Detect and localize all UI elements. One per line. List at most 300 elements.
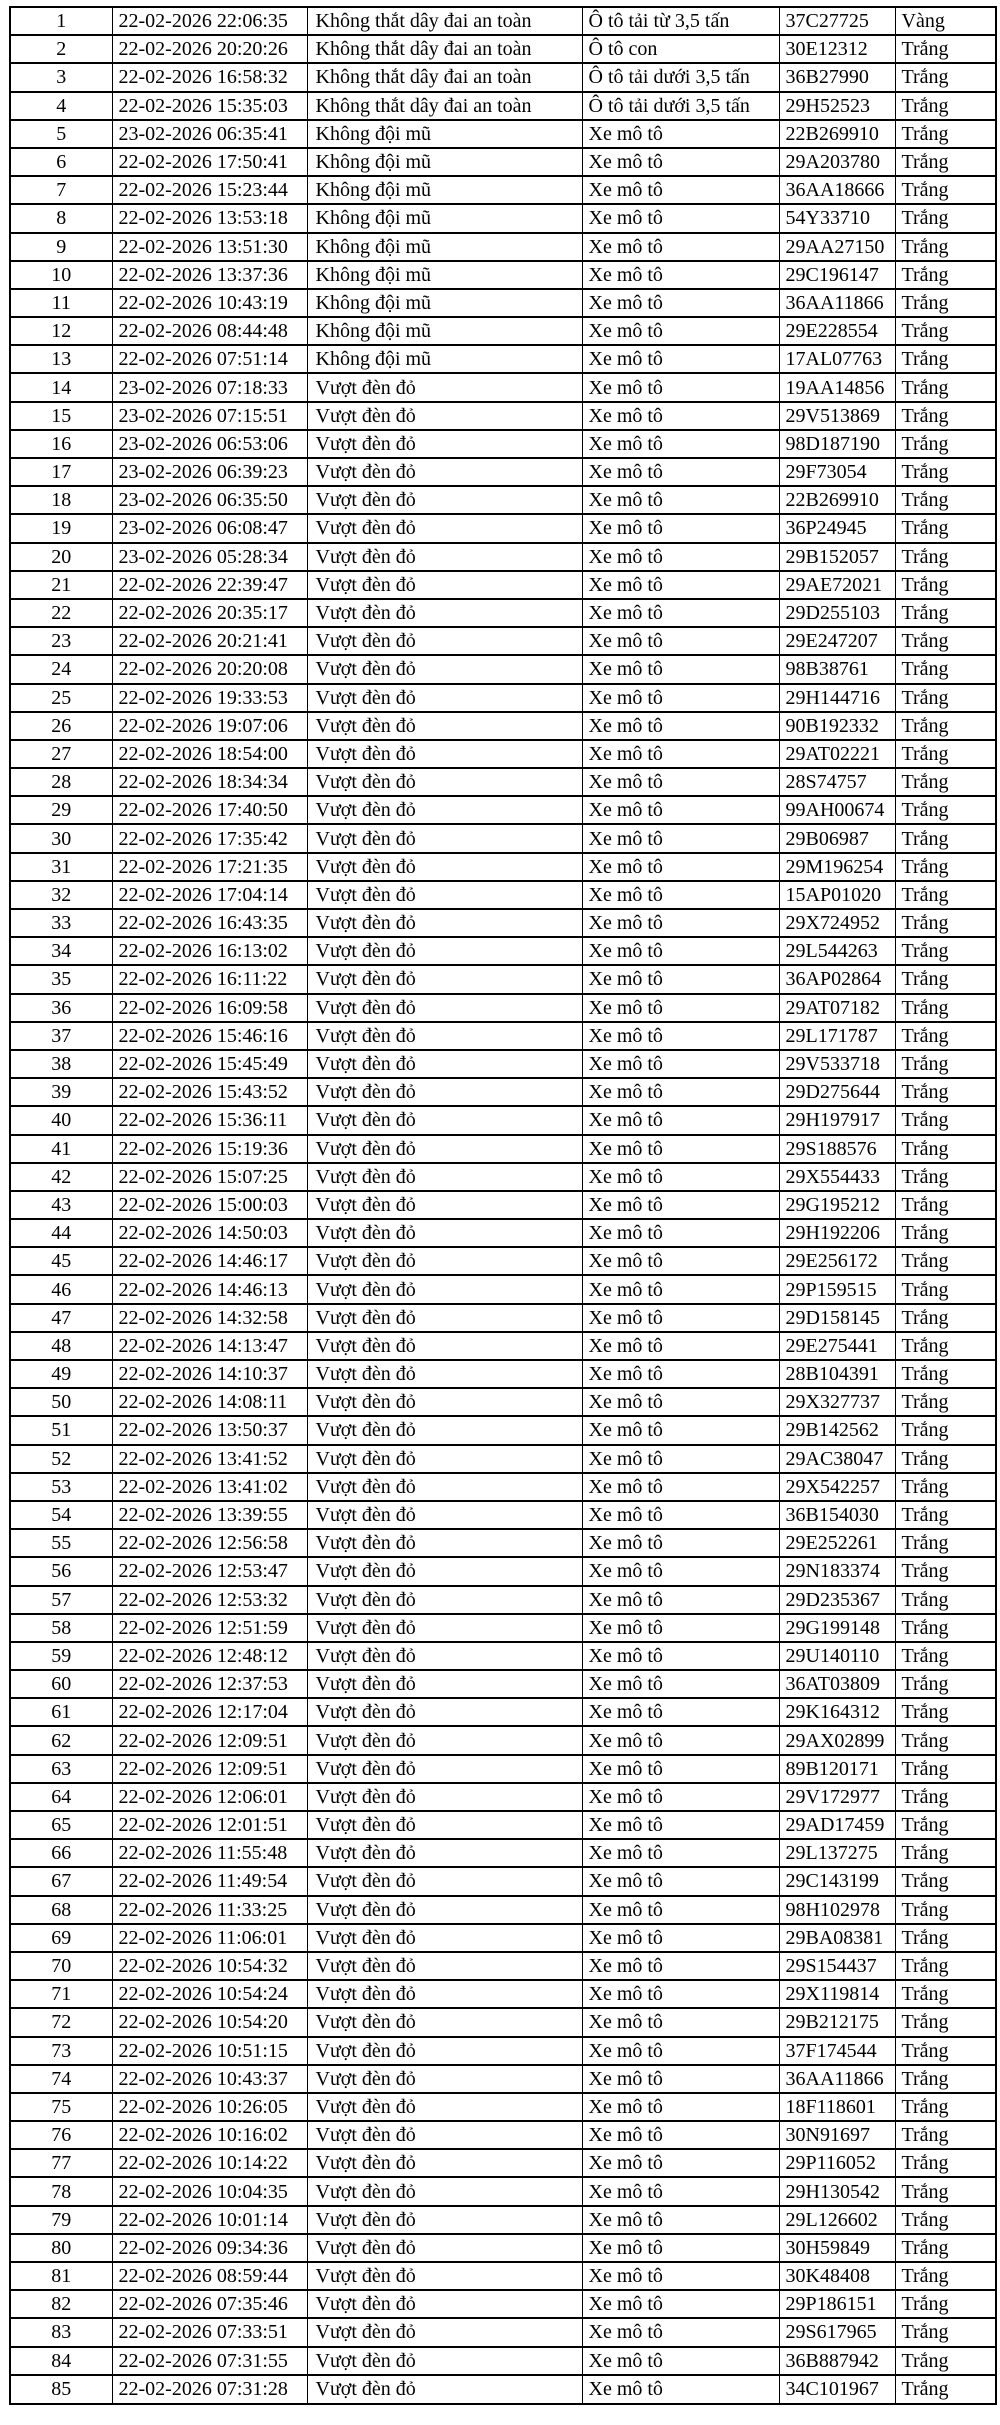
vehicle-type-cell: Xe mô tô	[582, 1811, 779, 1839]
violation-time-cell: 22-02-2026 17:04:14	[112, 881, 307, 909]
row-number-cell: 76	[10, 2121, 112, 2149]
row-number-cell: 82	[10, 2290, 112, 2318]
violation-time-cell: 22-02-2026 13:41:52	[112, 1445, 307, 1473]
violation-type-cell: Vượt đèn đỏ	[307, 543, 582, 571]
table-row	[10, 1388, 996, 1416]
table-row	[10, 63, 996, 91]
table-row	[10, 684, 996, 712]
violation-time-cell: 22-02-2026 12:09:51	[112, 1755, 307, 1783]
vehicle-type-cell: Xe mô tô	[582, 345, 779, 373]
vehicle-type-cell: Xe mô tô	[582, 176, 779, 204]
vehicle-color-cell: Trắng	[895, 909, 996, 937]
table-row	[10, 2290, 996, 2318]
row-number-cell: 6	[10, 148, 112, 176]
vehicle-color-cell: Trắng	[895, 2149, 996, 2177]
violation-time-cell: 22-02-2026 17:35:42	[112, 824, 307, 852]
violation-time-cell: 22-02-2026 20:20:26	[112, 35, 307, 63]
violation-time-cell: 22-02-2026 18:54:00	[112, 740, 307, 768]
table-row	[10, 345, 996, 373]
license-plate-cell: 29BA08381	[779, 1924, 895, 1952]
row-number-cell: 60	[10, 1670, 112, 1698]
table-row	[10, 514, 996, 542]
license-plate-cell: 29B06987	[779, 824, 895, 852]
table-row	[10, 176, 996, 204]
license-plate-cell: 29D158145	[779, 1304, 895, 1332]
violation-type-cell: Không đội mũ	[307, 345, 582, 373]
vehicle-color-cell: Trắng	[895, 2347, 996, 2375]
vehicle-color-cell: Trắng	[895, 1755, 996, 1783]
row-number-cell: 29	[10, 796, 112, 824]
table-row	[10, 1614, 996, 1642]
table-row	[10, 1135, 996, 1163]
row-number-cell: 10	[10, 261, 112, 289]
violation-type-cell: Vượt đèn đỏ	[307, 712, 582, 740]
table-row	[10, 1642, 996, 1670]
license-plate-cell: 17AL07763	[779, 345, 895, 373]
violation-type-cell: Vượt đèn đỏ	[307, 1670, 582, 1698]
vehicle-color-cell: Trắng	[895, 712, 996, 740]
violation-type-cell: Không đội mũ	[307, 148, 582, 176]
vehicle-color-cell: Trắng	[895, 261, 996, 289]
vehicle-type-cell: Xe mô tô	[582, 627, 779, 655]
violation-type-cell: Vượt đèn đỏ	[307, 2290, 582, 2318]
violation-type-cell: Vượt đèn đỏ	[307, 1416, 582, 1444]
table-row	[10, 1050, 996, 1078]
license-plate-cell: 29X554433	[779, 1163, 895, 1191]
violation-type-cell: Vượt đèn đỏ	[307, 2262, 582, 2290]
violation-type-cell: Vượt đèn đỏ	[307, 1445, 582, 1473]
vehicle-color-cell: Trắng	[895, 768, 996, 796]
vehicle-color-cell: Trắng	[895, 1529, 996, 1557]
license-plate-cell: 30N91697	[779, 2121, 895, 2149]
violation-type-cell: Vượt đèn đỏ	[307, 1135, 582, 1163]
row-number-cell: 25	[10, 684, 112, 712]
vehicle-type-cell: Xe mô tô	[582, 1078, 779, 1106]
violation-type-cell: Vượt đèn đỏ	[307, 1360, 582, 1388]
violation-time-cell: 22-02-2026 10:16:02	[112, 2121, 307, 2149]
vehicle-type-cell: Xe mô tô	[582, 1163, 779, 1191]
row-number-cell: 50	[10, 1388, 112, 1416]
license-plate-cell: 29C143199	[779, 1867, 895, 1895]
violation-type-cell: Vượt đèn đỏ	[307, 1642, 582, 1670]
table-row	[10, 1980, 996, 2008]
license-plate-cell: 29A203780	[779, 148, 895, 176]
license-plate-cell: 28B104391	[779, 1360, 895, 1388]
row-number-cell: 20	[10, 543, 112, 571]
license-plate-cell: 29V172977	[779, 1783, 895, 1811]
vehicle-type-cell: Xe mô tô	[582, 1416, 779, 1444]
vehicle-color-cell: Trắng	[895, 1304, 996, 1332]
vehicle-type-cell: Xe mô tô	[582, 571, 779, 599]
violation-time-cell: 22-02-2026 19:33:53	[112, 684, 307, 712]
violation-type-cell: Vượt đèn đỏ	[307, 1726, 582, 1754]
vehicle-type-cell: Xe mô tô	[582, 1557, 779, 1585]
license-plate-cell: 29L137275	[779, 1839, 895, 1867]
license-plate-cell: 29AA27150	[779, 233, 895, 261]
table-row	[10, 1557, 996, 1585]
row-number-cell: 15	[10, 402, 112, 430]
table-row	[10, 1755, 996, 1783]
violation-time-cell: 22-02-2026 14:50:03	[112, 1219, 307, 1247]
license-plate-cell: 29AT02221	[779, 740, 895, 768]
vehicle-type-cell: Xe mô tô	[582, 2121, 779, 2149]
violation-type-cell: Vượt đèn đỏ	[307, 2149, 582, 2177]
vehicle-color-cell: Trắng	[895, 148, 996, 176]
row-number-cell: 66	[10, 1839, 112, 1867]
violation-type-cell: Vượt đèn đỏ	[307, 1924, 582, 1952]
table-row	[10, 261, 996, 289]
row-number-cell: 40	[10, 1106, 112, 1134]
violation-time-cell: 22-02-2026 10:51:15	[112, 2037, 307, 2065]
vehicle-type-cell: Xe mô tô	[582, 2347, 779, 2375]
row-number-cell: 33	[10, 909, 112, 937]
table-row	[10, 853, 996, 881]
table-row	[10, 1416, 996, 1444]
row-number-cell: 32	[10, 881, 112, 909]
license-plate-cell: 29S617965	[779, 2318, 895, 2346]
vehicle-color-cell: Trắng	[895, 684, 996, 712]
license-plate-cell: 29AT07182	[779, 994, 895, 1022]
table-row	[10, 1473, 996, 1501]
license-plate-cell: 29AX02899	[779, 1726, 895, 1754]
license-plate-cell: 29P186151	[779, 2290, 895, 2318]
violation-type-cell: Vượt đèn đỏ	[307, 853, 582, 881]
table-row	[10, 1529, 996, 1557]
table-row	[10, 796, 996, 824]
vehicle-color-cell: Trắng	[895, 486, 996, 514]
vehicle-type-cell: Xe mô tô	[582, 430, 779, 458]
violation-type-cell: Vượt đèn đỏ	[307, 1557, 582, 1585]
vehicle-type-cell: Xe mô tô	[582, 1867, 779, 1895]
row-number-cell: 75	[10, 2093, 112, 2121]
violation-time-cell: 22-02-2026 14:46:13	[112, 1275, 307, 1303]
table-row	[10, 1247, 996, 1275]
violation-type-cell: Không đội mũ	[307, 204, 582, 232]
violation-type-cell: Vượt đèn đỏ	[307, 1050, 582, 1078]
vehicle-color-cell: Trắng	[895, 1219, 996, 1247]
license-plate-cell: 22B269910	[779, 120, 895, 148]
vehicle-color-cell: Trắng	[895, 1135, 996, 1163]
vehicle-type-cell: Ô tô tải từ 3,5 tấn	[582, 7, 779, 35]
row-number-cell: 56	[10, 1557, 112, 1585]
violation-time-cell: 22-02-2026 15:46:16	[112, 1022, 307, 1050]
violation-time-cell: 22-02-2026 12:51:59	[112, 1614, 307, 1642]
license-plate-cell: 30E12312	[779, 35, 895, 63]
vehicle-type-cell: Xe mô tô	[582, 1022, 779, 1050]
vehicle-type-cell: Xe mô tô	[582, 2375, 779, 2404]
row-number-cell: 69	[10, 1924, 112, 1952]
vehicle-type-cell: Xe mô tô	[582, 1473, 779, 1501]
vehicle-type-cell: Xe mô tô	[582, 2234, 779, 2262]
vehicle-type-cell: Xe mô tô	[582, 684, 779, 712]
license-plate-cell: 28S74757	[779, 768, 895, 796]
table-row	[10, 1896, 996, 1924]
table-row	[10, 1924, 996, 1952]
license-plate-cell: 30K48408	[779, 2262, 895, 2290]
violation-time-cell: 22-02-2026 14:46:17	[112, 1247, 307, 1275]
table-row	[10, 35, 996, 63]
violation-type-cell: Vượt đèn đỏ	[307, 571, 582, 599]
violation-time-cell: 22-02-2026 07:35:46	[112, 2290, 307, 2318]
row-number-cell: 81	[10, 2262, 112, 2290]
violation-type-cell: Vượt đèn đỏ	[307, 768, 582, 796]
vehicle-type-cell: Xe mô tô	[582, 2037, 779, 2065]
row-number-cell: 84	[10, 2347, 112, 2375]
vehicle-color-cell: Trắng	[895, 853, 996, 881]
violation-time-cell: 22-02-2026 12:01:51	[112, 1811, 307, 1839]
license-plate-cell: 19AA14856	[779, 373, 895, 401]
violation-type-cell: Vượt đèn đỏ	[307, 881, 582, 909]
violation-time-cell: 22-02-2026 16:09:58	[112, 994, 307, 1022]
violation-time-cell: 22-02-2026 10:04:35	[112, 2177, 307, 2205]
vehicle-type-cell: Xe mô tô	[582, 1980, 779, 2008]
violation-type-cell: Vượt đèn đỏ	[307, 1811, 582, 1839]
vehicle-color-cell: Trắng	[895, 430, 996, 458]
row-number-cell: 44	[10, 1219, 112, 1247]
row-number-cell: 68	[10, 1896, 112, 1924]
violation-type-cell: Vượt đèn đỏ	[307, 373, 582, 401]
vehicle-color-cell: Trắng	[895, 1726, 996, 1754]
vehicle-type-cell: Xe mô tô	[582, 1050, 779, 1078]
table-row	[10, 2149, 996, 2177]
license-plate-cell: 29H192206	[779, 1219, 895, 1247]
row-number-cell: 57	[10, 1586, 112, 1614]
violation-type-cell: Không đội mũ	[307, 317, 582, 345]
row-number-cell: 12	[10, 317, 112, 345]
license-plate-cell: 29F73054	[779, 458, 895, 486]
violation-time-cell: 23-02-2026 07:18:33	[112, 373, 307, 401]
violation-type-cell: Vượt đèn đỏ	[307, 430, 582, 458]
vehicle-type-cell: Xe mô tô	[582, 204, 779, 232]
violation-time-cell: 22-02-2026 10:14:22	[112, 2149, 307, 2177]
violation-time-cell: 22-02-2026 12:17:04	[112, 1698, 307, 1726]
license-plate-cell: 29V533718	[779, 1050, 895, 1078]
vehicle-type-cell: Xe mô tô	[582, 1698, 779, 1726]
violation-type-cell: Vượt đèn đỏ	[307, 1867, 582, 1895]
table-row	[10, 2093, 996, 2121]
vehicle-color-cell: Trắng	[895, 2290, 996, 2318]
table-row	[10, 204, 996, 232]
row-number-cell: 47	[10, 1304, 112, 1332]
table-row	[10, 402, 996, 430]
violation-time-cell: 22-02-2026 18:34:34	[112, 768, 307, 796]
row-number-cell: 54	[10, 1501, 112, 1529]
violation-type-cell: Vượt đèn đỏ	[307, 965, 582, 993]
table-row	[10, 543, 996, 571]
violation-type-cell: Vượt đèn đỏ	[307, 2318, 582, 2346]
row-number-cell: 24	[10, 655, 112, 683]
violation-type-cell: Vượt đèn đỏ	[307, 1022, 582, 1050]
vehicle-type-cell: Xe mô tô	[582, 373, 779, 401]
row-number-cell: 46	[10, 1275, 112, 1303]
vehicle-color-cell: Trắng	[895, 627, 996, 655]
vehicle-type-cell: Xe mô tô	[582, 514, 779, 542]
vehicle-type-cell: Xe mô tô	[582, 1670, 779, 1698]
vehicle-color-cell: Trắng	[895, 1811, 996, 1839]
row-number-cell: 7	[10, 176, 112, 204]
violation-time-cell: 23-02-2026 06:35:50	[112, 486, 307, 514]
table-row	[10, 712, 996, 740]
row-number-cell: 37	[10, 1022, 112, 1050]
table-row	[10, 1726, 996, 1754]
vehicle-type-cell: Xe mô tô	[582, 1839, 779, 1867]
license-plate-cell: 36B27990	[779, 63, 895, 91]
vehicle-color-cell: Trắng	[895, 458, 996, 486]
violation-time-cell: 22-02-2026 14:10:37	[112, 1360, 307, 1388]
table-row	[10, 1163, 996, 1191]
violation-type-cell: Vượt đèn đỏ	[307, 1952, 582, 1980]
violation-type-cell: Vượt đèn đỏ	[307, 1896, 582, 1924]
violation-time-cell: 22-02-2026 17:50:41	[112, 148, 307, 176]
vehicle-type-cell: Xe mô tô	[582, 1388, 779, 1416]
vehicle-type-cell: Xe mô tô	[582, 317, 779, 345]
row-number-cell: 65	[10, 1811, 112, 1839]
row-number-cell: 83	[10, 2318, 112, 2346]
license-plate-cell: 29L171787	[779, 1022, 895, 1050]
violation-type-cell: Vượt đèn đỏ	[307, 458, 582, 486]
license-plate-cell: 29H197917	[779, 1106, 895, 1134]
license-plate-cell: 29S188576	[779, 1135, 895, 1163]
violation-type-cell: Vượt đèn đỏ	[307, 937, 582, 965]
vehicle-color-cell: Trắng	[895, 937, 996, 965]
license-plate-cell: 29C196147	[779, 261, 895, 289]
vehicle-color-cell: Trắng	[895, 204, 996, 232]
license-plate-cell: 29B152057	[779, 543, 895, 571]
violation-type-cell: Vượt đèn đỏ	[307, 684, 582, 712]
vehicle-color-cell: Trắng	[895, 120, 996, 148]
vehicle-type-cell: Xe mô tô	[582, 543, 779, 571]
violation-time-cell: 22-02-2026 15:00:03	[112, 1191, 307, 1219]
row-number-cell: 48	[10, 1332, 112, 1360]
violation-time-cell: 22-02-2026 12:06:01	[112, 1783, 307, 1811]
vehicle-color-cell: Trắng	[895, 1557, 996, 1585]
table-row	[10, 1106, 996, 1134]
license-plate-cell: 29X119814	[779, 1980, 895, 2008]
violation-type-cell: Vượt đèn đỏ	[307, 1332, 582, 1360]
violation-type-cell: Vượt đèn đỏ	[307, 2121, 582, 2149]
table-row	[10, 2065, 996, 2093]
license-plate-cell: 29X724952	[779, 909, 895, 937]
violation-time-cell: 22-02-2026 20:35:17	[112, 599, 307, 627]
vehicle-color-cell: Trắng	[895, 1896, 996, 1924]
violation-type-cell: Vượt đèn đỏ	[307, 1698, 582, 1726]
violation-table-body	[10, 7, 996, 2404]
license-plate-cell: 29D235367	[779, 1586, 895, 1614]
violation-type-cell: Không đội mũ	[307, 289, 582, 317]
vehicle-type-cell: Xe mô tô	[582, 1755, 779, 1783]
table-row	[10, 1445, 996, 1473]
vehicle-type-cell: Xe mô tô	[582, 1586, 779, 1614]
vehicle-type-cell: Xe mô tô	[582, 120, 779, 148]
vehicle-type-cell: Xe mô tô	[582, 1247, 779, 1275]
vehicle-type-cell: Xe mô tô	[582, 486, 779, 514]
vehicle-color-cell: Trắng	[895, 2262, 996, 2290]
vehicle-type-cell: Xe mô tô	[582, 740, 779, 768]
violation-time-cell: 23-02-2026 06:39:23	[112, 458, 307, 486]
license-plate-cell: 36AT03809	[779, 1670, 895, 1698]
vehicle-color-cell: Trắng	[895, 176, 996, 204]
table-row	[10, 2234, 996, 2262]
vehicle-color-cell: Trắng	[895, 1952, 996, 1980]
row-number-cell: 23	[10, 627, 112, 655]
row-number-cell: 43	[10, 1191, 112, 1219]
vehicle-color-cell: Trắng	[895, 1473, 996, 1501]
license-plate-cell: 29N183374	[779, 1557, 895, 1585]
table-row	[10, 909, 996, 937]
violation-table-container	[9, 6, 995, 2405]
violation-time-cell: 22-02-2026 08:44:48	[112, 317, 307, 345]
vehicle-color-cell: Trắng	[895, 1050, 996, 1078]
vehicle-type-cell: Xe mô tô	[582, 2093, 779, 2121]
vehicle-color-cell: Trắng	[895, 345, 996, 373]
violation-type-cell: Vượt đèn đỏ	[307, 2347, 582, 2375]
vehicle-type-cell: Xe mô tô	[582, 289, 779, 317]
vehicle-type-cell: Xe mô tô	[582, 994, 779, 1022]
vehicle-type-cell: Xe mô tô	[582, 1614, 779, 1642]
violation-type-cell: Vượt đèn đỏ	[307, 402, 582, 430]
row-number-cell: 28	[10, 768, 112, 796]
violation-time-cell: 22-02-2026 07:31:55	[112, 2347, 307, 2375]
table-row	[10, 655, 996, 683]
violation-time-cell: 22-02-2026 15:19:36	[112, 1135, 307, 1163]
violation-type-cell: Vượt đèn đỏ	[307, 1586, 582, 1614]
vehicle-color-cell: Trắng	[895, 1078, 996, 1106]
violation-type-cell: Vượt đèn đỏ	[307, 1501, 582, 1529]
vehicle-type-cell: Xe mô tô	[582, 655, 779, 683]
violation-time-cell: 22-02-2026 07:33:51	[112, 2318, 307, 2346]
row-number-cell: 21	[10, 571, 112, 599]
license-plate-cell: 15AP01020	[779, 881, 895, 909]
license-plate-cell: 29G195212	[779, 1191, 895, 1219]
license-plate-cell: 37F174544	[779, 2037, 895, 2065]
row-number-cell: 78	[10, 2177, 112, 2205]
vehicle-color-cell: Trắng	[895, 1275, 996, 1303]
license-plate-cell: 29P116052	[779, 2149, 895, 2177]
violation-time-cell: 22-02-2026 11:33:25	[112, 1896, 307, 1924]
row-number-cell: 52	[10, 1445, 112, 1473]
row-number-cell: 19	[10, 514, 112, 542]
row-number-cell: 55	[10, 1529, 112, 1557]
license-plate-cell: 36P24945	[779, 514, 895, 542]
row-number-cell: 2	[10, 35, 112, 63]
violation-type-cell: Vượt đèn đỏ	[307, 1219, 582, 1247]
vehicle-type-cell: Xe mô tô	[582, 2262, 779, 2290]
violation-time-cell: 22-02-2026 15:23:44	[112, 176, 307, 204]
row-number-cell: 41	[10, 1135, 112, 1163]
vehicle-color-cell: Trắng	[895, 1106, 996, 1134]
violation-time-cell: 23-02-2026 06:08:47	[112, 514, 307, 542]
license-plate-cell: 29H130542	[779, 2177, 895, 2205]
violation-time-cell: 22-02-2026 13:50:37	[112, 1416, 307, 1444]
vehicle-type-cell: Ô tô con	[582, 35, 779, 63]
vehicle-type-cell: Xe mô tô	[582, 458, 779, 486]
violation-time-cell: 23-02-2026 06:53:06	[112, 430, 307, 458]
row-number-cell: 53	[10, 1473, 112, 1501]
table-row	[10, 1191, 996, 1219]
row-number-cell: 59	[10, 1642, 112, 1670]
license-plate-cell: 22B269910	[779, 486, 895, 514]
row-number-cell: 85	[10, 2375, 112, 2404]
vehicle-type-cell: Xe mô tô	[582, 402, 779, 430]
violation-type-cell: Vượt đèn đỏ	[307, 2093, 582, 2121]
license-plate-cell: 30H59849	[779, 2234, 895, 2262]
violation-type-cell: Vượt đèn đỏ	[307, 1163, 582, 1191]
license-plate-cell: 29X327737	[779, 1388, 895, 1416]
row-number-cell: 3	[10, 63, 112, 91]
violation-time-cell: 22-02-2026 11:49:54	[112, 1867, 307, 1895]
violation-type-cell: Vượt đèn đỏ	[307, 1247, 582, 1275]
violation-type-cell: Không đội mũ	[307, 261, 582, 289]
